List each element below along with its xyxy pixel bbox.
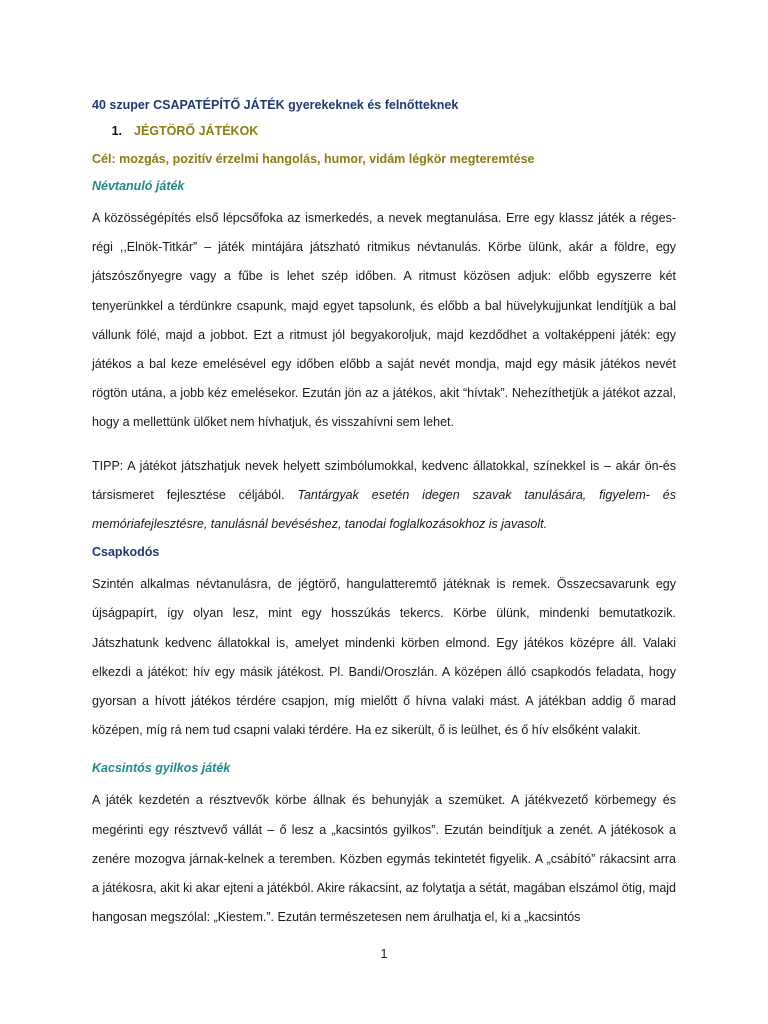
section-number: 1.	[111, 124, 122, 138]
game-description-kacsintos: A játék kezdetén a résztvevők körbe állnak és behunyják a szemüket. A játékvezető körbemegy és megérinti egy résztvevő vállát – ő lesz a „kacsintós gyilkos”. Ezután beindítjuk a zenét. A játékosok a zenére mozogva járnak-kelnek a teremben. Közben egymás tekintetét figyelik. A „csábító” rákacsint arra a játékosra, akit ki akar ejteni a játékból. Akire rákacsint, az folytatja a sétát, magában elszámol ötig, majd hangosan megszólal: „Kiestem.”. Ezután természetesen nem árulhatja el, ki a „kacsintós	[92, 793, 676, 925]
section-goal: Cél: mozgás, pozitív érzelmi hangolás, humor, vidám légkör megteremtése	[92, 152, 535, 166]
tip-text: TIPP: A játékot játszhatjuk nevek helyett szimbólumokkal, kedvenc állatokkal, színekkel is – akár ön-és társismeret fejlesztése céljából.	[92, 458, 676, 502]
game-title-csapkodos: Csapkodós	[92, 545, 160, 560]
page-number: 1	[380, 947, 388, 961]
section-title: JÉGTÖRŐ JÁTÉKOK	[134, 124, 259, 138]
game-description-nevtanulo: A közösségépítés első lépcsőfoka az ismerkedés, a nevek megtanulása. Erre egy klassz játék a réges-régi ,,Elnök-Titkár” – játék mintájára játszható ritmikus névtanulás. Körbe ülünk, akár a földre, egy játszószőnyegre vagy a fűbe is lehet szép időben. A ritmust közösen adjuk: előbb egyszerre két tenyerünkkel a térdünkre csapunk, majd egyet tapsolunk, és előbb a bal hüvelykujjunkat lendítjük a bal vállunk fölé, majd a jobbot. Ezt a ritmust jól begyakoroljuk, majd kezdődhet a voltaképpeni játék: egy játékos a bal keze emelésével egy időben előbb a saját nevét mondja, majd egy másik játékos nevét rögtön utána, a jobb kéz emelésekor. Ezután jön az a játékos, akit “hívtak”. Nehezíthetjük a játékot azzal, hogy a mellettünk ülőket nem hívhatjuk, és visszahívni sem lehet.	[92, 211, 676, 430]
game-title-kacsintos: Kacsintós gyilkos játék	[92, 761, 231, 776]
tip-italic-text: Tantárgyak esetén idegen szavak tanulására, figyelem- és memóriafejlesztésre, tanulásnál bevéséshez, tanodai foglalkozásokhoz is javasolt.	[92, 487, 676, 532]
section-heading	[92, 122, 676, 140]
game-description-csapkodos: Szintén alkalmas névtanulásra, de jégtörő, hangulatteremtő játéknak is remek. Összecsavarunk egy újságpapírt, így olyan lesz, mint egy hosszúkás tekercs. Körbe ülünk, mindenki bemutatkozik. Játszhatunk kedvenc állatokkal is, amelyet mindenki körben elmond. Egy játékos középre áll. Valaki elkezdi a játékot: hív egy másik játékost. Pl. Bandi/Oroszlán. A középen álló csapkodós feladata, hogy gyorsan a hívott játékos térdére csapjon, míg mielőtt ő hívna valaki mást. A játékban addig ő marad középen, míg rá nem tud csapni valaki térdére. Ha ez sikerült, ő is leülhet, és ő hív elsőként valakit.	[92, 577, 676, 738]
page-content	[92, 96, 676, 932]
game-title-nevtanulo: Névtanuló játék	[92, 179, 185, 193]
tip-paragraph	[92, 452, 676, 540]
document-title: 40 szuper CSAPATÉPÍTŐ JÁTÉK gyerekeknek és felnőtteknek	[92, 98, 459, 112]
